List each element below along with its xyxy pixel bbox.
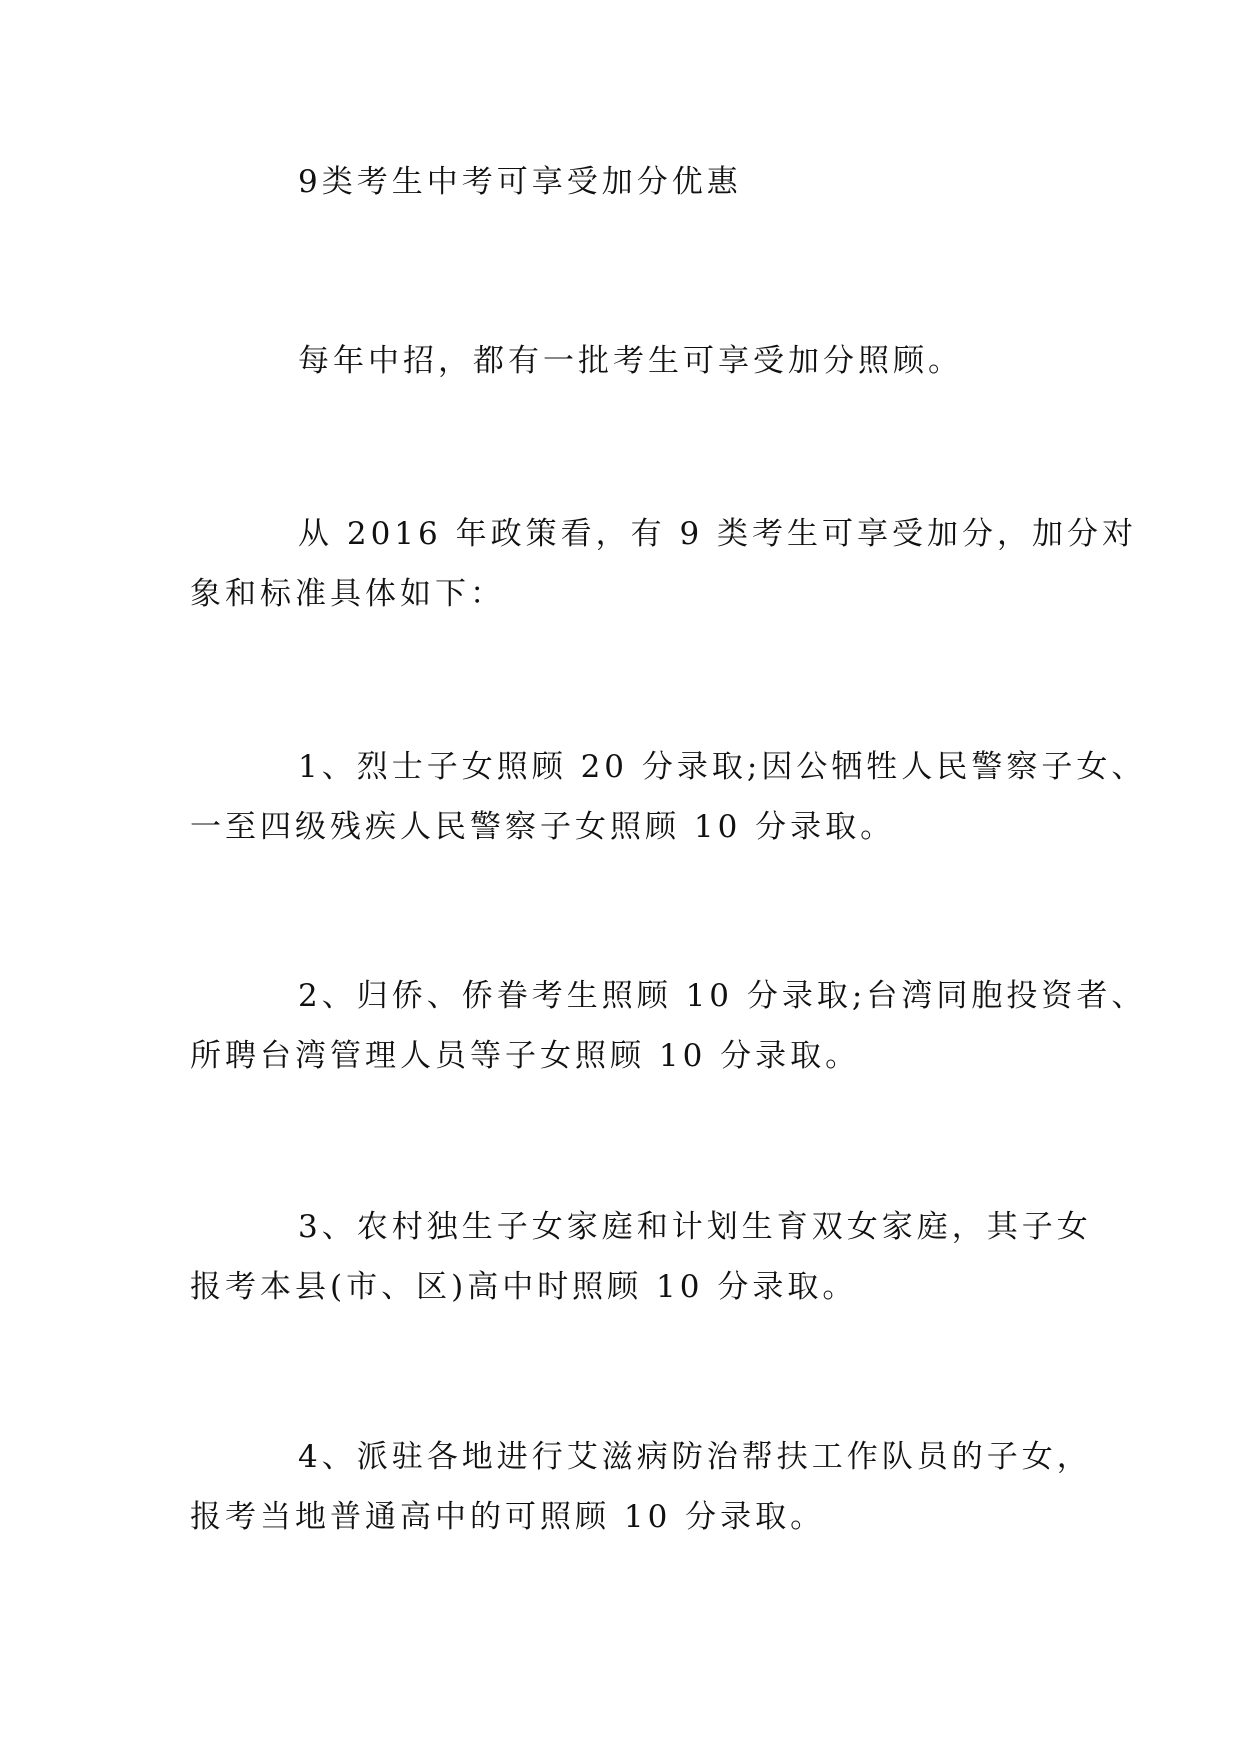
intro-paragraph — [190, 331, 1070, 391]
item-4-paragraph — [190, 1427, 1092, 1547]
policy-line-2: 象和标准具体如下： — [190, 576, 505, 612]
policy-paragraph — [190, 504, 1138, 624]
document-title-block — [190, 152, 1070, 212]
item-3-line-2: 报考本县(市、区)高中时照顾 10 分录取。 — [190, 1269, 858, 1305]
item-4-line-1: 4、派驻各地进行艾滋病防治帮扶工作队员的子女， — [298, 1439, 1092, 1475]
intro-line: 每年中招，都有一批考生可享受加分照顾。 — [298, 343, 963, 379]
document-title: 9类考生中考可享受加分优惠 — [298, 164, 742, 200]
item-2-paragraph — [190, 966, 1147, 1086]
item-3-paragraph — [190, 1197, 1092, 1317]
item-2-line-2: 所聘台湾管理人员等子女照顾 10 分录取。 — [190, 1038, 861, 1074]
policy-line-1: 从 2016 年政策看，有 9 类考生可享受加分，加分对 — [298, 516, 1138, 552]
item-4-line-2: 报考当地普通高中的可照顾 10 分录取。 — [190, 1499, 826, 1535]
item-1-paragraph — [190, 737, 1147, 857]
item-1-line-2: 一至四级残疾人民警察子女照顾 10 分录取。 — [190, 809, 896, 845]
item-1-line-1: 1、烈士子女照顾 20 分录取;因公牺牲人民警察子女、 — [298, 749, 1147, 785]
item-2-line-1: 2、归侨、侨眷考生照顾 10 分录取;台湾同胞投资者、 — [298, 978, 1147, 1014]
item-3-line-1: 3、农村独生子女家庭和计划生育双女家庭，其子女 — [298, 1209, 1092, 1245]
